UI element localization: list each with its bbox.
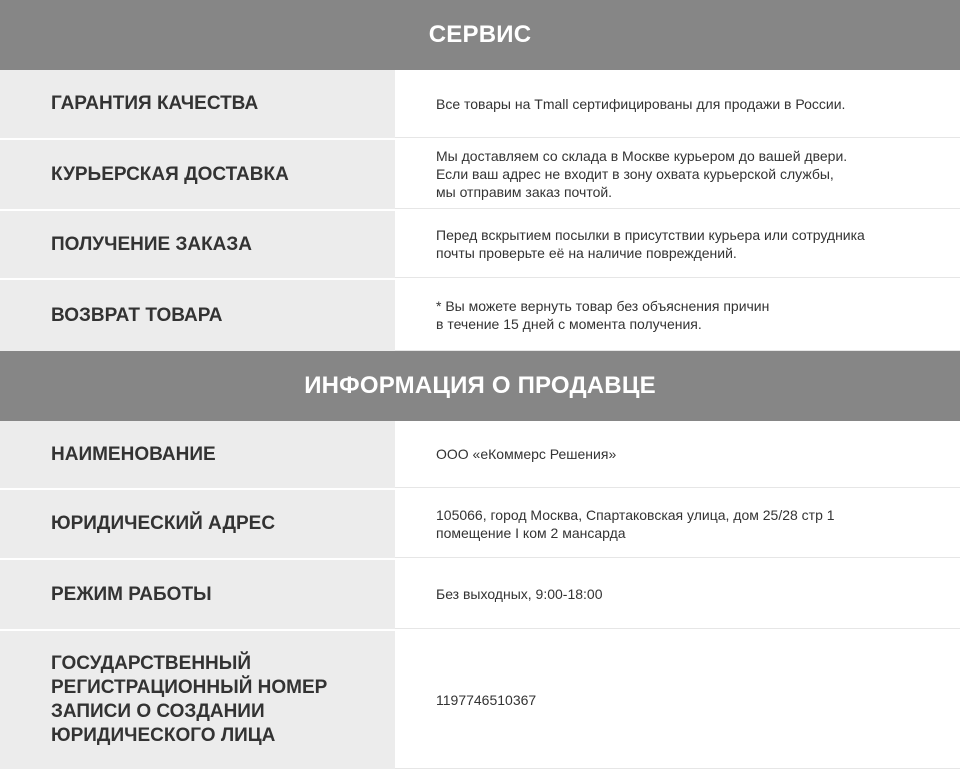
row-value: Перед вскрытием посылки в присутствии курьера или сотрудника почты проверьте её на наличие повреждений.	[395, 211, 960, 278]
table-row-working-hours	[0, 560, 960, 631]
row-value: * Вы можете вернуть товар без объяснения причин в течение 15 дней с момента получения.	[395, 280, 960, 351]
row-label: ГАРАНТИЯ КАЧЕСТВА	[0, 70, 395, 138]
row-label: КУРЬЕРСКАЯ ДОСТАВКА	[0, 140, 395, 209]
table-row-legal-address	[0, 490, 960, 560]
table-row-company-name	[0, 421, 960, 490]
row-value: 1197746510367	[395, 631, 960, 769]
row-label: ГОСУДАРСТВЕННЫЙ РЕГИСТРАЦИОННЫЙ НОМЕР ЗАПИСИ О СОЗДАНИИ ЮРИДИЧЕСКОГО ЛИЦА	[0, 631, 395, 769]
row-value: Мы доставляем со склада в Москве курьером до вашей двери. Если ваш адрес не входит в зону охвата курьерской службы, мы отправим заказ почтой.	[395, 140, 960, 209]
row-value: Без выходных, 9:00-18:00	[395, 560, 960, 629]
row-value: Все товары на Tmall сертифицированы для продажи в России.	[395, 70, 960, 138]
row-label: ПОЛУЧЕНИЕ ЗАКАЗА	[0, 211, 395, 278]
table-row-registration-number	[0, 631, 960, 769]
seller-section-title: ИНФОРМАЦИЯ О ПРОДАВЦЕ	[0, 351, 960, 421]
row-value: ООО «еКоммерс Решения»	[395, 421, 960, 488]
row-label: НАИМЕНОВАНИЕ	[0, 421, 395, 488]
table-row-quality-guarantee	[0, 70, 960, 140]
row-value: 105066, город Москва, Спартаковская улица, дом 25/28 стр 1 помещение I ком 2 мансарда	[395, 490, 960, 558]
table-row-product-return	[0, 280, 960, 351]
row-label: РЕЖИМ РАБОТЫ	[0, 560, 395, 629]
service-section-title: СЕРВИС	[0, 0, 960, 70]
row-label: ЮРИДИЧЕСКИЙ АДРЕС	[0, 490, 395, 558]
row-label: ВОЗВРАТ ТОВАРА	[0, 280, 395, 351]
table-row-courier-delivery	[0, 140, 960, 211]
table-row-order-receipt	[0, 211, 960, 280]
